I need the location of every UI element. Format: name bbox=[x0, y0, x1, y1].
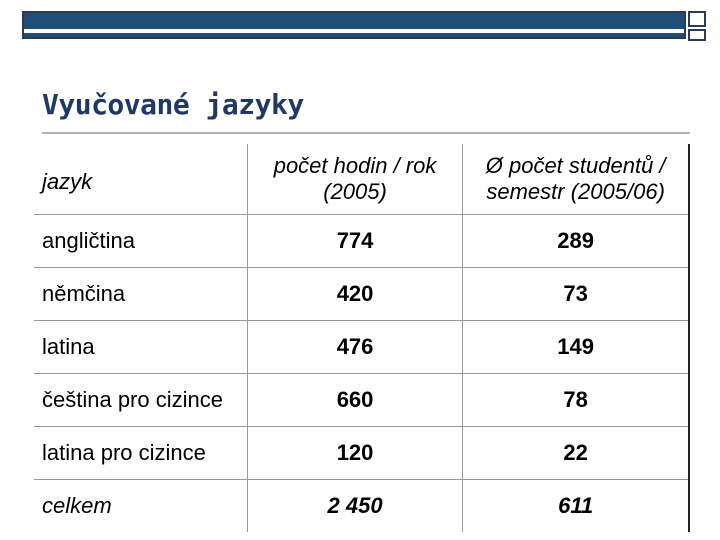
table-row bbox=[34, 374, 689, 427]
cell-students: 78 bbox=[463, 374, 689, 427]
cell-hours: 476 bbox=[247, 321, 462, 374]
cell-language: latina bbox=[34, 321, 247, 374]
cell-language: němčina bbox=[34, 268, 247, 321]
table-row bbox=[34, 427, 689, 480]
cell-hours: 774 bbox=[247, 215, 462, 268]
cell-students: 289 bbox=[463, 215, 689, 268]
cell-hours: 420 bbox=[247, 268, 462, 321]
total-hours: 2 450 bbox=[247, 480, 462, 533]
header-square-bottom bbox=[688, 29, 706, 41]
table-row bbox=[34, 321, 689, 374]
cell-language: angličtina bbox=[34, 215, 247, 268]
languages-table bbox=[34, 144, 690, 532]
cell-language: latina pro cizince bbox=[34, 427, 247, 480]
table-row bbox=[34, 268, 689, 321]
cell-hours: 120 bbox=[247, 427, 462, 480]
total-students: 611 bbox=[463, 480, 689, 533]
cell-language: čeština pro cizince bbox=[34, 374, 247, 427]
header-bar-stripe bbox=[24, 29, 684, 33]
title-divider bbox=[42, 132, 690, 134]
total-label: celkem bbox=[34, 480, 247, 533]
header-language: jazyk bbox=[34, 144, 247, 215]
cell-hours: 660 bbox=[247, 374, 462, 427]
table-header-row bbox=[34, 144, 689, 215]
slide-title: Vyučované jazyky bbox=[42, 88, 304, 121]
cell-students: 22 bbox=[463, 427, 689, 480]
cell-students: 73 bbox=[463, 268, 689, 321]
header-students: Ø počet studentů / semestr (2005/06) bbox=[463, 144, 689, 215]
header-decorative-bar bbox=[22, 11, 686, 39]
table-row bbox=[34, 215, 689, 268]
table-total-row bbox=[34, 480, 689, 533]
header-hours: počet hodin / rok (2005) bbox=[247, 144, 462, 215]
header-square-top bbox=[688, 11, 706, 27]
cell-students: 149 bbox=[463, 321, 689, 374]
